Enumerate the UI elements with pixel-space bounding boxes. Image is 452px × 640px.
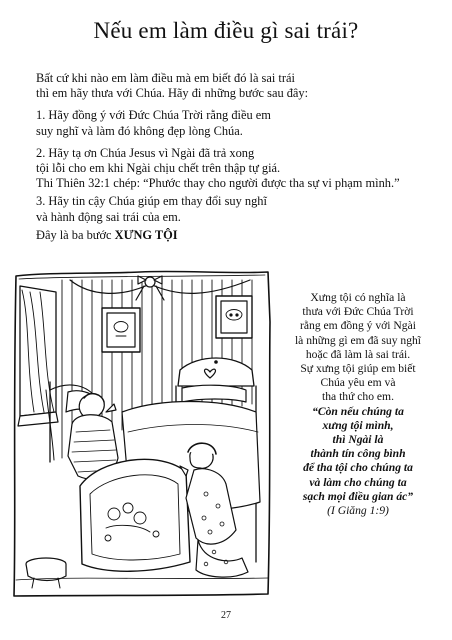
step-1-line: 1. Hãy đồng ý với Đức Chúa Trời rằng điều em (36, 108, 271, 123)
scripture-quote-line: và làm cho chúng ta (309, 475, 407, 489)
sidebar-line: Xưng tội có nghĩa là (310, 291, 406, 304)
sidebar-line: Sự xưng tội giúp em biết (300, 362, 416, 376)
scripture-quote-line: thành tín công bình (310, 447, 406, 461)
step-3-line: và hành động sai trái của em. (36, 209, 181, 224)
intro-line: thì em hãy thưa với Chúa. Hãy đi những bước sau đây: (36, 86, 309, 101)
praying-children-illustration (10, 262, 272, 600)
scripture-quote-line: “Còn nếu chúng ta (312, 404, 404, 418)
page-title: Nếu em làm điều gì sai trái? (93, 18, 359, 43)
sidebar-line: rằng em đồng ý với Ngài (300, 319, 416, 333)
sidebar-line: hoặc đã làm là sai trái. (305, 347, 411, 361)
closing-line (36, 228, 428, 243)
step-3-line: 3. Hãy tin cậy Chúa giúp em thay đổi suy nghĩ (36, 194, 267, 209)
scripture-line: Thi Thiên 32:1 chép: “Phước thay cho người được tha sự vi phạm mình.” (36, 176, 400, 191)
sidebar-line: là những gì em đã suy nghĩ (294, 333, 422, 347)
page-number: 27 (221, 610, 231, 621)
closing-prefix: Đây là ba bước (36, 227, 115, 242)
scripture-quote-line: thì Ngài là (332, 433, 384, 447)
sidebar-line: thưa với Đức Chúa Trời (302, 305, 414, 319)
closing-emphasis: XƯNG TỘI (114, 227, 178, 242)
step-2-line: 2. Hãy tạ ơn Chúa Jesus vì Ngài đã trả xong (36, 145, 255, 160)
intro-line: Bất cứ khi nào em làm điều mà em biết đó là sai trái (36, 71, 295, 85)
scripture-quote-line: xưng tội mình, (322, 418, 394, 432)
scripture-quote-line: sạch mọi điều gian ác” (302, 489, 414, 503)
confession-sidebar (276, 291, 440, 518)
scripture-quote-line: để tha tội cho chúng ta (303, 461, 413, 475)
sidebar-line: tha thứ cho em. (322, 390, 394, 404)
step-2-line: tội lỗi cho em khi Ngài chịu chết trên thập tự giá. (36, 161, 281, 176)
scripture-reference: (I Giăng 1:9) (327, 504, 389, 518)
sidebar-line: Chúa yêu em và (320, 376, 396, 390)
main-text (36, 71, 428, 243)
step-1-line: suy nghĩ và làm đó không đẹp lòng Chúa. (36, 123, 243, 138)
